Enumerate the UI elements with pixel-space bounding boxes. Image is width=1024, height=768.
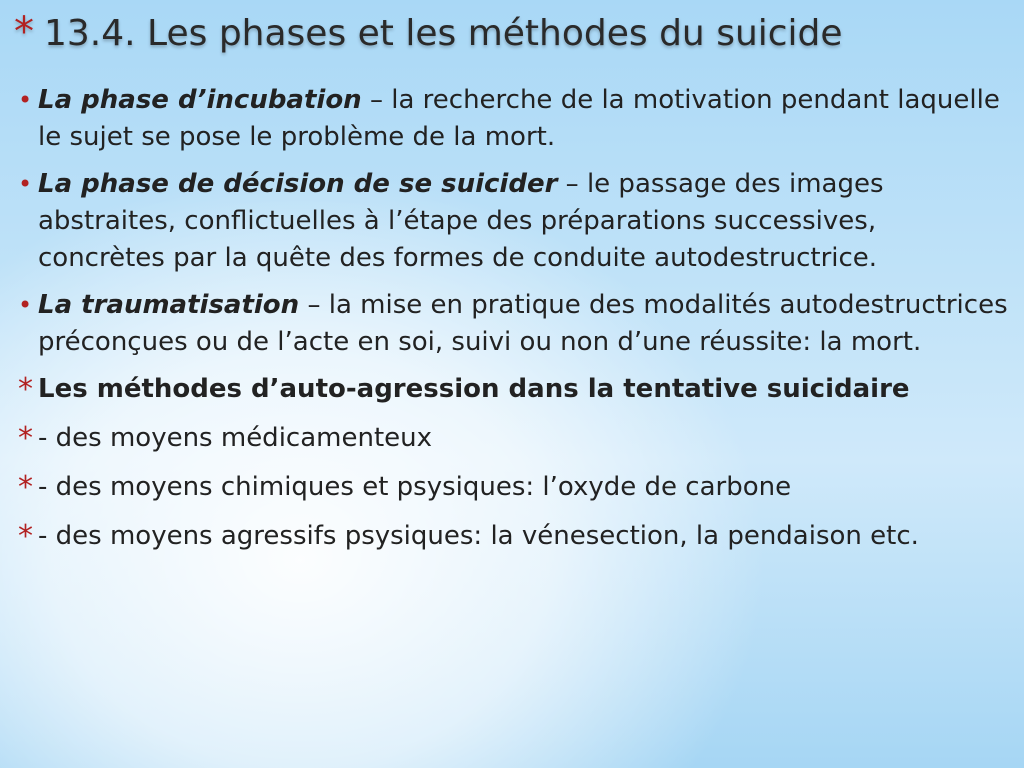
asterisk-icon: *	[18, 519, 33, 554]
method-item	[18, 518, 1008, 555]
slide-content	[18, 82, 1008, 567]
phase-description: – la recherche de la motivation pendant laquelle le sujet se pose le problème de la mort.	[38, 85, 1000, 152]
methods-heading-item	[18, 371, 1008, 408]
method-text: - des moyens médicamenteux	[38, 423, 432, 453]
phase-term: La phase de décision de se suicider	[38, 169, 558, 199]
phase-text	[38, 287, 1008, 361]
phase-item-decision	[18, 166, 1008, 277]
phase-description: – le passage des images abstraites, conflictuelles à l’étape des préparations successives, concrètes par la quête des formes de conduite autodestructrice.	[38, 169, 884, 273]
phase-term: La traumatisation	[38, 290, 300, 320]
asterisk-icon: *	[18, 470, 33, 505]
slide-title-text: 13.4. Les phases et les méthodes du suicide	[44, 13, 843, 54]
phase-item-incubation	[18, 82, 1008, 156]
slide-title	[14, 9, 843, 55]
phase-item-traumatisation	[18, 287, 1008, 361]
bullet-icon: •	[18, 86, 33, 114]
bullet-icon: •	[18, 291, 33, 319]
methods-heading: Les méthodes d’auto-agression dans la tentative suicidaire	[38, 374, 910, 404]
method-text: - des moyens agressifs psysiques: la vénesection, la pendaison etc.	[38, 521, 919, 551]
method-item	[18, 469, 1008, 506]
bullet-icon: •	[18, 170, 33, 198]
asterisk-icon: *	[14, 9, 34, 55]
asterisk-icon: *	[18, 421, 33, 456]
method-text: - des moyens chimiques et psysiques: l’oxyde de carbone	[38, 472, 792, 502]
asterisk-icon: *	[18, 372, 33, 407]
phase-term: La phase d’incubation	[38, 85, 362, 115]
method-item	[18, 420, 1008, 457]
phase-description: – la mise en pratique des modalités autodestructrices préconçues ou de l’acte en soi, suivi ou non d’une réussite: la mort.	[38, 290, 1008, 357]
phase-text	[38, 166, 1008, 277]
phase-text	[38, 82, 1008, 156]
